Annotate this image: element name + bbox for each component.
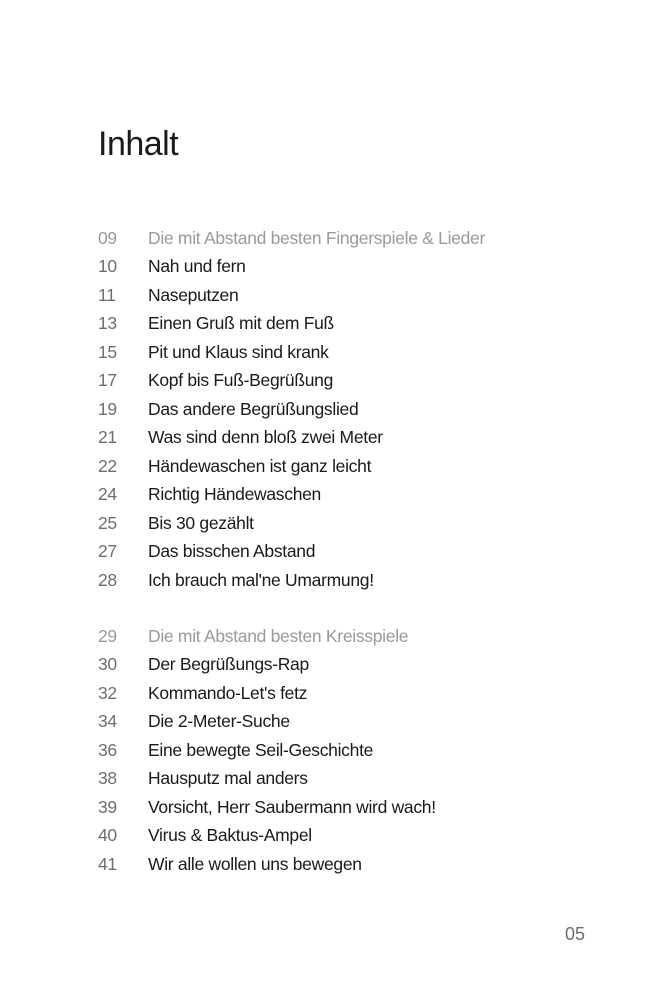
toc-page-number: 09 (98, 227, 117, 248)
toc-entry (98, 367, 618, 396)
toc-entry-title: Das andere Begrüßungslied (148, 398, 359, 419)
toc-page-number: 17 (98, 370, 117, 391)
toc-page-number: 39 (98, 796, 117, 817)
toc-entry (98, 566, 618, 595)
toc-page-number: 40 (98, 825, 117, 846)
toc-entry-title: Händewaschen ist ganz leicht (148, 455, 372, 476)
toc-entry-title: Pit und Klaus sind krank (148, 341, 329, 362)
toc-entry-title: Hausputz mal anders (148, 768, 308, 789)
toc-entry (98, 765, 618, 794)
toc-page-number: 32 (98, 682, 117, 703)
toc-entry-title: Bis 30 gezählt (148, 512, 254, 533)
toc-page-number: 29 (98, 625, 117, 646)
toc-entry-title: Eine bewegte Seil-Geschichte (148, 739, 374, 760)
toc-page-number: 15 (98, 341, 117, 362)
toc-entry-title: Der Begrüßungs-Rap (148, 654, 309, 675)
toc-page-number: 13 (98, 313, 117, 334)
toc-entry-title: Die 2-Meter-Suche (148, 711, 290, 732)
toc-entry-title: Einen Gruß mit dem Fuß (148, 313, 334, 334)
toc-entry (98, 253, 618, 282)
toc-section-heading (98, 224, 618, 253)
toc-entry (98, 651, 618, 680)
toc-page-number: 25 (98, 512, 117, 533)
toc-entry-title: Vorsicht, Herr Saubermann wird wach! (148, 796, 436, 817)
toc-page-number: 22 (98, 455, 117, 476)
toc-section-title: Die mit Abstand besten Fingerspiele & Lieder (148, 227, 485, 248)
toc-page-number: 10 (98, 256, 117, 277)
toc-page-number: 38 (98, 768, 117, 789)
toc-entry (98, 850, 618, 879)
toc-page-number: 41 (98, 853, 117, 874)
toc-page-number: 28 (98, 569, 117, 590)
toc-page-number: 34 (98, 711, 117, 732)
toc-entry (98, 424, 618, 453)
toc-entry (98, 793, 618, 822)
toc-entry (98, 395, 618, 424)
toc-entry (98, 736, 618, 765)
toc-entry (98, 452, 618, 481)
toc-page-number: 36 (98, 739, 117, 760)
toc-entry (98, 481, 618, 510)
toc-entry-title: Kopf bis Fuß-Begrüßung (148, 370, 334, 391)
toc-entry-title: Kommando-Let's fetz (148, 682, 308, 703)
page-number: 05 (565, 924, 586, 944)
toc-page-number: 11 (98, 284, 116, 305)
toc-entry (98, 822, 618, 851)
toc-entry-title: Wir alle wollen uns bewegen (148, 853, 362, 874)
toc-page-number: 27 (98, 541, 117, 562)
toc-entry (98, 679, 618, 708)
toc-entry-title: Das bisschen Abstand (148, 541, 316, 562)
page-title: Inhalt (98, 125, 179, 163)
toc-entry (98, 338, 618, 367)
toc-entry (98, 310, 618, 339)
toc-entry-title: Was sind denn bloß zwei Meter (148, 427, 383, 448)
toc-entry-title: Naseputzen (148, 284, 239, 305)
toc-entry (98, 538, 618, 567)
toc-entry (98, 708, 618, 737)
toc-entry-title: Richtig Händewaschen (148, 484, 321, 505)
toc-page-number: 24 (98, 484, 117, 505)
toc-page-number: 30 (98, 654, 117, 675)
toc-entry-title: Virus & Baktus-Ampel (148, 825, 312, 846)
toc-entry-title: Nah und fern (148, 256, 246, 277)
toc-section-fingerspiele (98, 224, 618, 595)
toc-section-kreisspiele (98, 622, 618, 879)
toc-page-number: 21 (98, 427, 117, 448)
toc-entry (98, 509, 618, 538)
toc-entry-title: Ich brauch mal'ne Umarmung! (148, 569, 374, 590)
toc-section-heading (98, 622, 618, 651)
toc-entry (98, 281, 618, 310)
toc-section-title: Die mit Abstand besten Kreisspiele (148, 625, 409, 646)
toc-page-number: 19 (98, 398, 117, 419)
